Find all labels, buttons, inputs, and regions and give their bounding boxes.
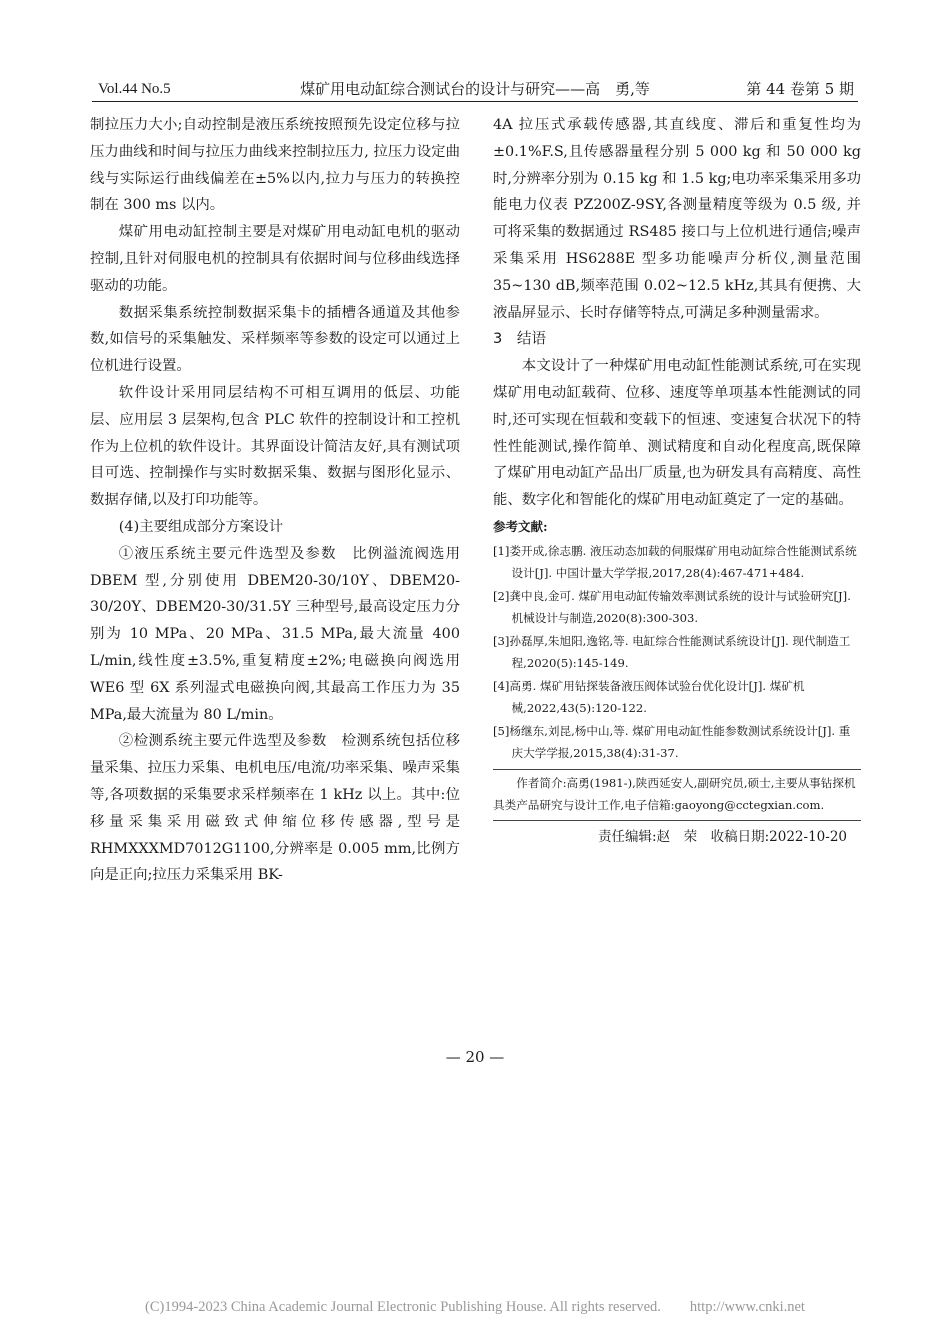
running-header-volume: Vol.44 No.5	[98, 81, 171, 97]
reference-item: [4]高勇. 煤矿用钻探装备液压阀体试验台优化设计[J]. 煤矿机械,2022,43(5):120-122.	[493, 678, 805, 716]
reference-list	[493, 540, 861, 765]
paragraph: 软件设计采用同层结构不可相互调用的低层、功能层、应用层 3 层架构,包含 PLC 软件的控制设计和工控机作为上位机的软件设计。其界面设计简洁友好,具有测试项目可选、控制操作与实时数据采集、数据与图形化显示、数据存储,以及打印功能等。	[90, 384, 460, 509]
reference-item: [3]孙磊厚,朱旭阳,逸铭,等. 电缸综合性能测试系统设计[J]. 现代制造工程,2020(5):145-149.	[493, 633, 851, 671]
paragraph: 煤矿用电动缸控制主要是对煤矿用电动缸电机的驱动控制,且针对伺服电机的控制具有依据时间与位移曲线选择驱动的功能。	[90, 224, 460, 294]
section-heading: 3 结语	[493, 330, 547, 348]
paragraph: 4A 拉压式承载传感器,其直线度、滞后和重复性均为 ±0.1%F.S,且传感器量程分别 5 000 kg 和 50 000 kg 时,分辨率分别为 0.15 kg 和 1.5 kg;电功率采集采用多功能电力仪表 PZ200Z-9SY,各测量精度等级为 0.5 级, 并可将采集的数据通过 RS485 接口与上位机进行通信;噪声采集采用 HS6288E 型多功能噪声分析仪,测量范围 35~130 dB,频率范围 0.02~12.5 kHz,其具有便携、大液晶屏显示、长时存储等特点,可满足多种测量需求。	[493, 117, 861, 321]
reference-item: [1]娄开成,徐志鹏. 液压动态加载的伺服煤矿用电动缸综合性能测试系统设计[J]. 中国计量大学学报,2017,28(4):467-471+484.	[493, 543, 857, 581]
running-header-title: 煤矿用电动缸综合测试台的设计与研究——高 勇,等	[300, 80, 650, 98]
subsection-heading: (4)主要组成部分方案设计	[118, 518, 284, 535]
reference-item: [2]龚中良,金可. 煤矿用电动缸传输效率测试系统的设计与试验研究[J]. 机械设计与制造,2020(8):300-303.	[493, 588, 851, 626]
left-column	[90, 112, 460, 889]
author-bio: 作者简介:高勇(1981-),陕西延安人,副研究员,硕士,主要从事钻探机具类产品研究与设计工作,电子信箱:gaoyong@cctegxian.com.	[493, 769, 861, 821]
running-header-issue: 第 44 卷第 5 期	[746, 80, 854, 98]
paragraph: ①液压系统主要元件选型及参数 比例溢流阀选用 DBEM 型,分别使用 DBEM20-30/10Y、DBEM20-30/20Y、DBEM20-30/31.5Y 三种型号,最高设定压力分别为 10 MPa、20 MPa、31.5 MPa,最大流量 400 L/min,线性度±3.5%,重复精度±2%;电磁换向阀选用 WE6 型 6X 系列湿式电磁换向阀,其最高工作压力为 35 MPa,最大流量为 80 L/min。	[90, 545, 460, 723]
paragraph: 制拉压力大小;自动控制是液压系统按照预先设定位移与拉压力曲线和时间与拉压力曲线来控制拉压力, 拉压力设定曲线与实际运行曲线偏差在±5%以内,拉力与压力的转换控制在 300 ms 以内。	[90, 117, 460, 214]
references-title: 参考文献:	[493, 518, 548, 534]
conclusion-paragraph: 本文设计了一种煤矿用电动缸性能测试系统,可在实现煤矿用电动缸载荷、位移、速度等单项基本性能测试的同时,还可实现在恒载和变载下的恒速、变速复合状况下的特性性能测试,操作简单、测试精度和自动化程度高,既保障了煤矿用电动缸产品出厂质量,也为研发具有高精度、高性能、数字化和智能化的煤矿用电动缸奠定了一定的基础。	[493, 358, 861, 509]
reference-item: [5]杨继东,刘昆,杨中山,等. 煤矿用电动缸性能参数测试系统设计[J]. 重庆大学学报,2015,38(4):31-37.	[493, 723, 851, 761]
editor-date-line: 责任编辑:赵 荣 收稿日期:2022-10-20	[598, 828, 847, 845]
right-column	[493, 112, 861, 849]
copyright-footer: (C)1994-2023 China Academic Journal Electronic Publishing House. All rights reserved. http://www.cnki.net	[145, 1299, 805, 1315]
page-number: — 20 —	[445, 1048, 505, 1066]
paragraph: ②检测系统主要元件选型及参数 检测系统包括位移量采集、拉压力采集、电机电压/电流/功率采集、噪声采集等,各项数据的采集要求采样频率在 1 kHz 以上。其中:位移量采集采用磁致式伸缩位移传感器,型号是 RHMXXXMD7012G1100,分辨率是 0.005 mm,比例方向是正向;拉压力采集采用 BK-	[90, 733, 460, 884]
paragraph: 数据采集系统控制数据采集卡的插槽各通道及其他参数,如信号的采集触发、采样频率等参数的设定可以通过上位机进行设置。	[90, 304, 460, 375]
header-rule	[92, 101, 858, 102]
